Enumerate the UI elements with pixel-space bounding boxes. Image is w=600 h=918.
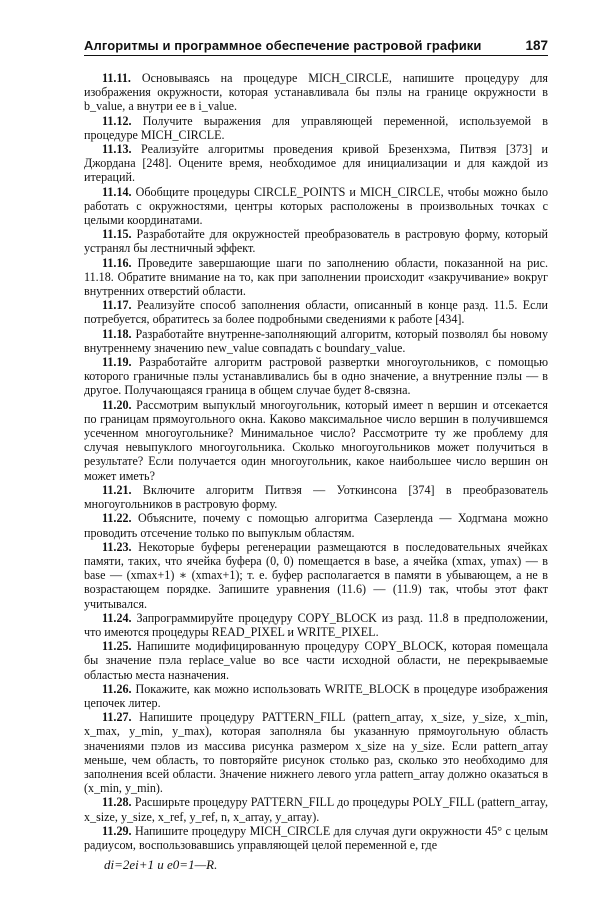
exercise-number: 11.17. — [102, 298, 132, 313]
exercise-number: 11.18. — [102, 326, 132, 341]
exercise-text: Напишите процедуру MICH_CIRCLE для случая дуги окружности 45° с целым радиусом, воспользовавшись управляющей целой переменной e, где — [84, 823, 548, 852]
exercise — [84, 795, 548, 823]
exercise — [84, 824, 548, 852]
exercise-number: 11.28. — [102, 795, 132, 810]
exercise — [84, 511, 548, 539]
exercise-text: Включите алгоритм Питвэя — Уоткинсона [374] в преобразователь многоугольников в растровую форму. — [84, 482, 548, 512]
exercise-text: Основываясь на процедуре MICH_CIRCLE, напишите процедуру для изображения окружности, которая устанавливала бы пэлы на границе окружности в b_value, а внутри ее в i_value. — [84, 71, 548, 114]
exercise-list — [84, 71, 548, 872]
exercise — [84, 227, 548, 255]
exercise-number: 11.15. — [102, 227, 132, 242]
exercise — [84, 327, 548, 355]
exercise-number: 11.20. — [102, 397, 132, 412]
exercise — [84, 142, 548, 185]
exercise-text: Реализуйте алгоритмы проведения кривой Брезенхэма, Питвэя [373] и Джордана [248]. Оцените время, необходимое для инициализации и для каждой из итераций. — [84, 142, 548, 185]
exercise-number: 11.12. — [102, 113, 132, 128]
exercise-text: Запрограммируйте процедуру COPY_BLOCK из разд. 11.8 в предположении, что имеются процедуры READ_PIXEL и WRITE_PIXEL. — [84, 610, 548, 639]
exercise-number: 11.25. — [102, 639, 132, 654]
exercise — [84, 483, 548, 511]
exercise-number: 11.26. — [102, 681, 132, 696]
exercise-text: Напишите процедуру PATTERN_FILL (pattern_array, x_size, y_size, x_min, x_max, y_min, y_max), которая заполняла бы указанную прямоугольную область значениями пэлов из массива рисунка размером x_size на y_size. Если pattern_array меньше, чем область, то повторяйте рисунок столько раз, сколько это необходимо для заполнения всей области. Значение нижнего левого угла pattern_array должно оказаться в (x_min, y_min). — [84, 710, 548, 796]
formula: di=2ei+1 и e0=1—R. — [104, 857, 218, 873]
exercise-text: Разработайте алгоритм растровой развертки многоугольников, с помощью которого граничные пэлы устанавливались бы в одно значение, а внутренние пэлы — в другое. Получающаяся граница в общем случае будет 8-связна. — [84, 355, 548, 398]
exercise — [84, 611, 548, 639]
page-number: 187 — [525, 38, 548, 53]
exercise-number: 11.27. — [102, 710, 132, 725]
exercise — [84, 682, 548, 710]
exercise-number: 11.23. — [102, 539, 132, 554]
exercise-text: Некоторые буферы регенерации размещаются в последовательных ячейках памяти, таких, что ячейка буфера (0, 0) помещается в base, а ячейка (xmax, ymax) — в base — (xmax+1) ∗ (xmax+1); т. е. буфер располагается в памяти в убывающем, а не в возрастающем порядке. Запишите уравнения (11.6) — (11.9) так, чтобы этот факт учитывался. — [84, 539, 548, 611]
exercise-text: Реализуйте способ заполнения области, описанный в конце разд. 11.5. Если потребуется, обратитесь за более подробными сведениями к работе [434]. — [84, 298, 548, 327]
exercise-text: Расширьте процедуру PATTERN_FILL до процедуры POLY_FILL (pattern_array, x_size, y_size, x_ref, y_ref, n, x_array, y_array). — [84, 795, 548, 824]
exercise-number: 11.14. — [102, 184, 132, 199]
exercise — [84, 639, 548, 682]
exercise-text: Покажите, как можно использовать WRITE_BLOCK в процедуре изображения цепочек литер. — [84, 681, 548, 710]
exercise — [84, 256, 548, 299]
exercise-number: 11.24. — [102, 610, 132, 625]
exercise-number: 11.19. — [102, 355, 132, 370]
exercise-number: 11.16. — [102, 255, 132, 270]
page-header — [84, 38, 548, 56]
exercise — [84, 114, 548, 142]
exercise-text: Рассмотрим выпуклый многоугольник, который имеет n вершин и отсекается по границам прямоугольного окна. Каково максимальное число вершин в получившемся усеченном многоугольнике? Минимальное число? Рассмотрите ту же проблему для случая невыпуклого многоугольника. Сколько многоугольников может получиться в результате? Если получается один многоугольник, какое наибольшее число вершин он может иметь? — [84, 397, 548, 483]
exercise-number: 11.29. — [102, 823, 132, 838]
exercise-text: Объясните, почему с помощью алгоритма Сазерленда — Ходгмана можно проводить отсечение только по выпуклым областям. — [84, 511, 548, 540]
exercise — [84, 298, 548, 326]
exercise — [84, 540, 548, 611]
exercise — [84, 185, 548, 228]
running-head: Алгоритмы и программное обеспечение растровой графики — [84, 38, 482, 53]
exercise — [84, 71, 548, 114]
exercise-text: Напишите модифицированную процедуру COPY_BLOCK, которая помещала бы значение пэла replace_value во все части исходной области, не перекрываемые областью места назначения. — [84, 639, 549, 682]
exercise — [84, 710, 548, 795]
exercise-text: Проведите завершающие шаги по заполнению области, показанной на рис. 11.18. Обратите внимание на то, как при заполнении происходит «закручивание» вокруг внутренних отверстий области. — [84, 255, 548, 299]
exercise-text: Обобщите процедуры CIRCLE_POINTS и MICH_CIRCLE, чтобы можно было работать с окружностями, центры которых расположены в произвольных точках с целыми координатами. — [84, 184, 548, 228]
exercise — [84, 355, 548, 398]
exercise-number: 11.13. — [102, 142, 132, 157]
exercise — [84, 398, 548, 483]
exercise-text: Получите выражения для управляющей переменной, используемой в процедуре MICH_CIRCLE. — [84, 113, 548, 142]
exercise-number: 11.11. — [102, 71, 131, 85]
exercise-text: Разработайте внутренне-заполняющий алгоритм, который позволял бы новому внутреннему значению new_value совпадать с boundary_value. — [84, 326, 548, 355]
exercise-number: 11.21. — [102, 482, 132, 497]
exercise-number: 11.22. — [102, 511, 132, 526]
exercise-text: Разработайте для окружностей преобразователь в растровую форму, который устранял бы лестничный эффект. — [84, 227, 548, 256]
